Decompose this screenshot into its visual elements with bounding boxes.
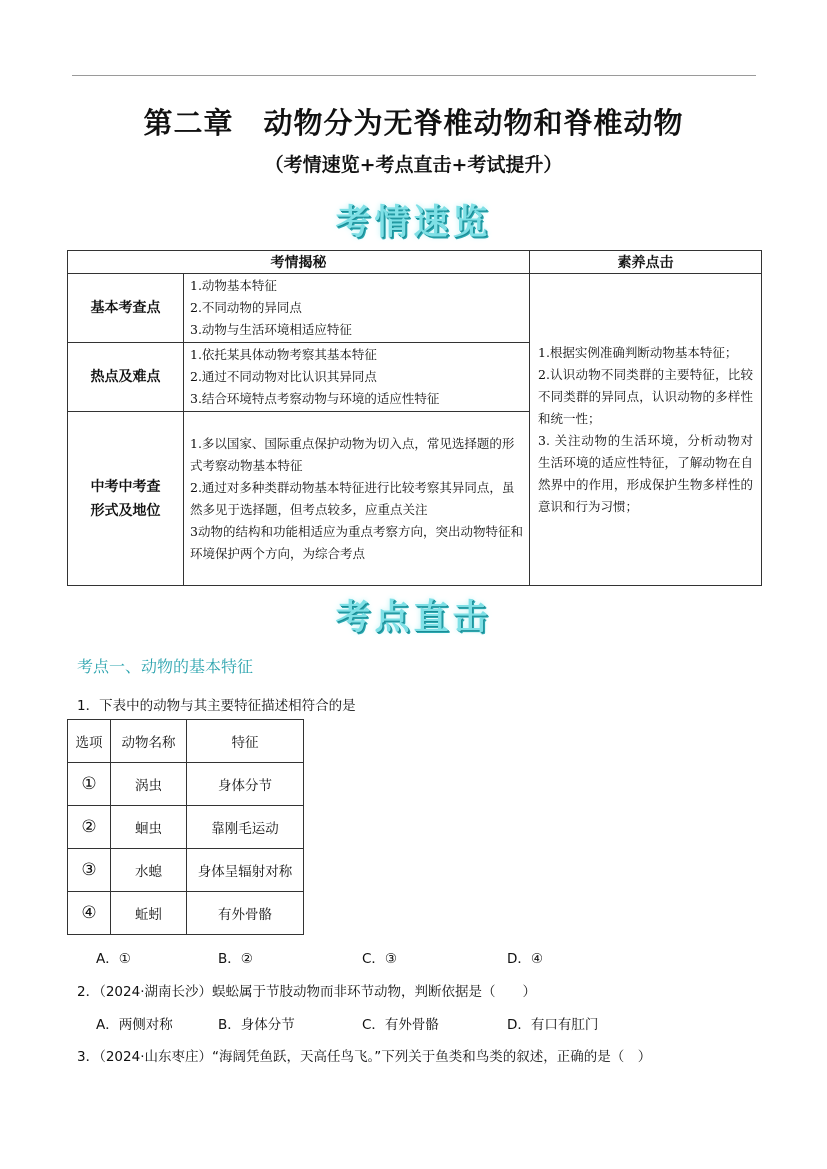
row-label-basic: 基本考查点 <box>68 274 184 343</box>
point-heading: 考点一、动物的基本特征 <box>77 657 254 676</box>
option-a[interactable]: A．① <box>96 951 131 967</box>
option-b[interactable]: B．② <box>218 951 253 967</box>
banner-points: 考点直击 <box>335 597 492 638</box>
question-2-stem: 2．（2024·湖南长沙）蜈蚣属于节肢动物而非环节动物，判断依据是（ ） <box>77 984 536 1000</box>
option-c[interactable]: C．③ <box>362 951 398 967</box>
option-c[interactable]: C．有外骨骼 <box>362 1017 439 1033</box>
question-1-table <box>67 719 304 935</box>
header-rule <box>72 75 756 76</box>
option-b[interactable]: B．身体分节 <box>218 1017 295 1033</box>
row-content-basic: 1.动物基本特征 2.不同动物的异同点 3.动物与生活环境相适应特征 <box>184 274 530 343</box>
option-a[interactable]: A．两侧对称 <box>96 1017 173 1033</box>
literacy-content: 1.根据实例准确判断动物基本特征； 2.认识动物不同类群的主要特征，比较不同类群的异同点，认识动物的多样性和统一性； 3. 关注动物的生活环境，分析动物对生活环境的适应性特征，了解动物在自然界中的作用，形成保护生物多样性的意识和行为习惯； <box>530 274 762 586</box>
row-content-exam-form: 1.多以国家、国际重点保护动物为切入点，常见选择题的形式考察动物基本特征 2.通过对多种类群动物基本特征进行比较考察其异同点，虽然多见于选择题，但考点较多，应重点关注 3动物的结构和功能相适应为重点考察方向，突出动物特征和环境保护两个方向，为综合考点 <box>184 412 530 586</box>
row-content-hotspot: 1.依托某具体动物考察其基本特征 2.通过不同动物对比认识其异同点 3.结合环境特点考察动物与环境的适应性特征 <box>184 343 530 412</box>
row-label-hotspot: 热点及难点 <box>68 343 184 412</box>
table-row: ③ 水螅 身体呈辐射对称 <box>68 849 304 892</box>
table-row: ① 涡虫 身体分节 <box>68 763 304 806</box>
overview-table <box>67 250 762 586</box>
table-row: ② 蛔虫 靠刚毛运动 <box>68 806 304 849</box>
table-row: ④ 蚯蚓 有外骨骼 <box>68 892 304 935</box>
question-1-stem: 1．下表中的动物与其主要特征描述相符合的是 <box>77 698 356 714</box>
chapter-subtitle: （考情速览+考点直击+考试提升） <box>264 154 563 176</box>
row-label-exam-form: 中考中考查 形式及地位 <box>68 412 184 586</box>
table-header-row: 选项 动物名称 特征 <box>68 720 304 763</box>
header-secret: 考情揭秘 <box>68 251 530 274</box>
option-d[interactable]: D．④ <box>507 951 543 967</box>
chapter-title: 第二章 动物分为无脊椎动物和脊椎动物 <box>143 106 684 140</box>
option-d[interactable]: D．有口有肛门 <box>507 1017 599 1033</box>
banner-overview: 考情速览 <box>335 202 492 243</box>
question-3-stem: 3．（2024·山东枣庄）“海阔凭鱼跃，天高任鸟飞。”下列关于鱼类和鸟类的叙述，正确的是（ ） <box>77 1049 652 1065</box>
header-literacy: 素养点击 <box>530 251 762 274</box>
